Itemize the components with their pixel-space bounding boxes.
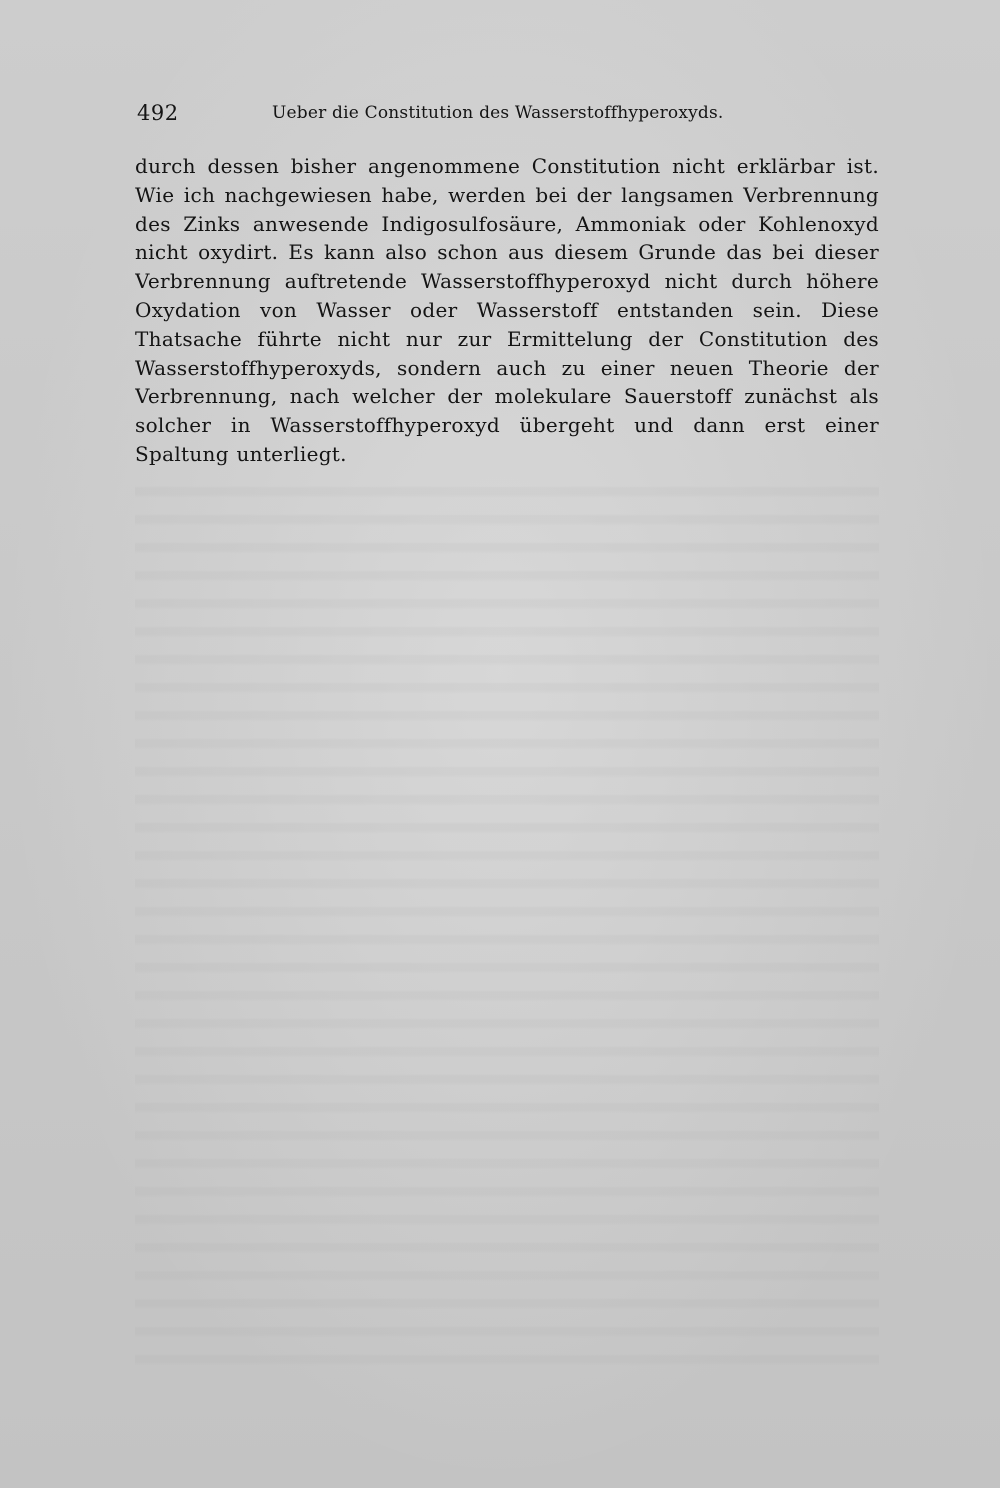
page-number: 492: [137, 101, 179, 125]
bleed-through-texture: [135, 470, 879, 1370]
running-title: Ueber die Constitution des Wasserstoffhyperoxyds.: [272, 103, 724, 123]
text-line: durch dessen bisher angenommene Constitution nicht erklärbar ist.: [135, 154, 879, 178]
text-line: nicht oxydirt. Es kann also schon aus diesem Grunde das bei dieser: [135, 240, 879, 265]
text-line: Oxydation von Wasser oder Wasserstoff entstanden sein. Diese: [135, 297, 879, 322]
page-header: [137, 98, 877, 128]
text-line: des Zinks anwesende Indigosulfosäure, Ammoniak oder Kohlenoxyd: [135, 211, 879, 236]
body-paragraph: [135, 152, 879, 469]
text-line: Spaltung unterliegt.: [135, 441, 347, 466]
text-line: Thatsache führte nicht nur zur Ermittelung der Constitution des: [135, 326, 879, 351]
text-line: Wasserstoffhyperoxyds, sondern auch zu einer neuen Theorie der: [135, 355, 879, 380]
text-line: Verbrennung, nach welcher der molekulare Sauerstoff zunächst als: [135, 384, 879, 409]
text-line: Wie ich nachgewiesen habe, werden bei der langsamen Verbrennung: [135, 182, 879, 207]
text-line: Verbrennung auftretende Wasserstoffhyperoxyd nicht durch höhere: [135, 269, 879, 294]
text-line: solcher in Wasserstoffhyperoxyd übergeht und dann erst einer: [135, 413, 879, 438]
